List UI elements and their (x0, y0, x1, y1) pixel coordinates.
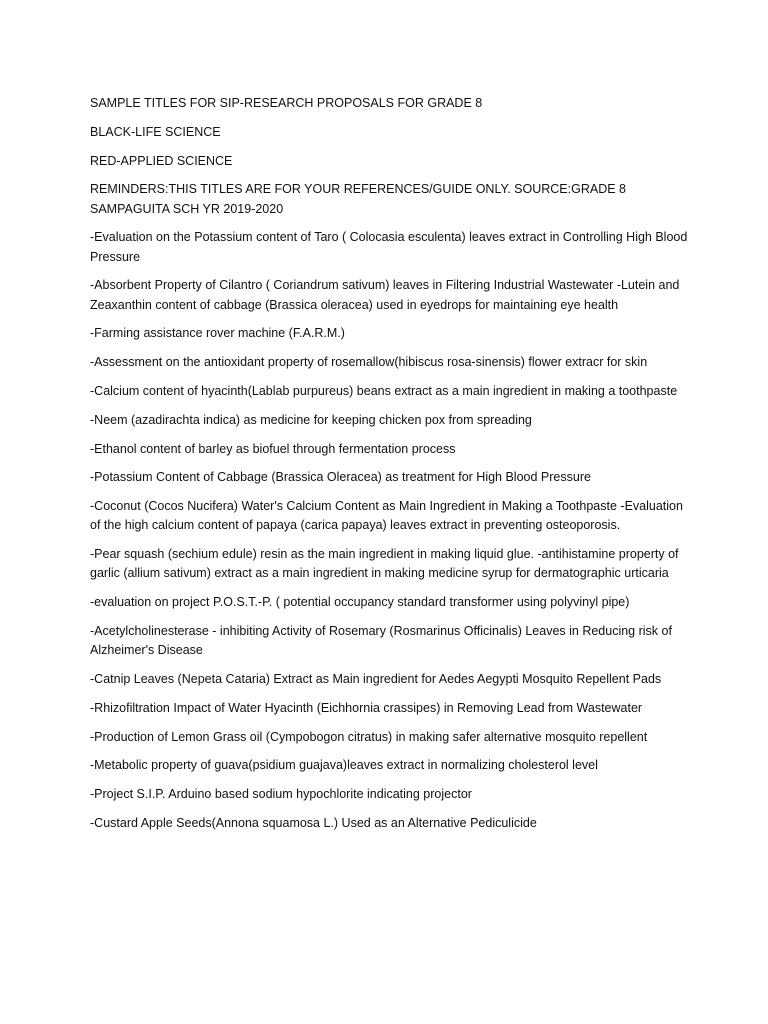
title-item: -Calcium content of hyacinth(Lablab purpureus) beans extract as a main ingredient in making a toothpaste (90, 383, 678, 398)
title-item: -Rhizofiltration Impact of Water Hyacinth (Eichhornia crassipes) in Removing Lead from Wastewater (90, 700, 643, 715)
title-item: -Ethanol content of barley as biofuel through fermentation process (90, 441, 456, 456)
title-item: -Acetylcholinesterase - inhibiting Activity of Rosemary (Rosmarinus Officinalis) Leaves in Reducing risk of Alzheimer's Disease (90, 623, 672, 658)
title-item: -evaluation on project P.O.S.T.-P. ( potential occupancy standard transformer using polyvinyl pipe) (90, 595, 630, 610)
title-item: -Production of Lemon Grass oil (Cympobogon citratus) in making safer alternative mosquito repellent (90, 729, 648, 744)
title-item: -Assessment on the antioxidant property of rosemallow(hibiscus rosa-sinensis) flower extracr for skin (90, 355, 648, 370)
legend-black: BLACK-LIFE SCIENCE (90, 124, 221, 139)
title-item: -Metabolic property of guava(psidium guajava)leaves extract in normalizing cholesterol level (90, 758, 598, 773)
title-item: -Potassium Content of Cabbage (Brassica Oleracea) as treatment for High Blood Pressure (90, 470, 591, 485)
title-item: -Custard Apple Seeds(Annona squamosa L.) Used as an Alternative Pediculicide (90, 815, 537, 830)
legend-red: RED-APPLIED SCIENCE (90, 153, 233, 168)
title-item: -Evaluation on the Potassium content of Taro ( Colocasia esculenta) leaves extract in Controlling High Blood Pressure (90, 230, 688, 264)
reminders-text: REMINDERS:THIS TITLES ARE FOR YOUR REFERENCES/GUIDE ONLY. SOURCE:GRADE 8 SAMPAGUITA SCH YR 2019-2020 (90, 182, 626, 216)
title-item: -Catnip Leaves (Nepeta Cataria) Extract as Main ingredient for Aedes Aegypti Mosquito Repellent Pads (90, 671, 662, 686)
title-item: -Neem (azadirachta indica) as medicine for keeping chicken pox from spreading (90, 412, 532, 427)
title-item: -Absorbent Property of Cilantro ( Coriandrum sativum) leaves in Filtering Industrial Wastewater -Lutein and Zeaxanthin content of cabbage (Brassica oleracea) used in eyedrops for maintaining eye health (90, 278, 680, 312)
title-item: -Farming assistance rover machine (F.A.R.M.) (90, 326, 345, 341)
title-item: -Pear squash (sechium edule) resin as the main ingredient in making liquid glue. -antihistamine property of garlic (allium sativum) extract as a main ingredient in making medicine syrup for dermatographic urticaria (90, 547, 679, 581)
title-item: -Project S.I.P. Arduino based sodium hypochlorite indicating projector (90, 787, 472, 802)
document-page (90, 94, 690, 843)
document-title: SAMPLE TITLES FOR SIP-RESEARCH PROPOSALS FOR GRADE 8 (90, 96, 483, 110)
title-item: -Coconut (Cocos Nucifera) Water's Calcium Content as Main Ingredient in Making a Toothpaste -Evaluation of the high calcium content of papaya (carica papaya) leaves extract in preventing osteoporosis. (90, 499, 683, 533)
